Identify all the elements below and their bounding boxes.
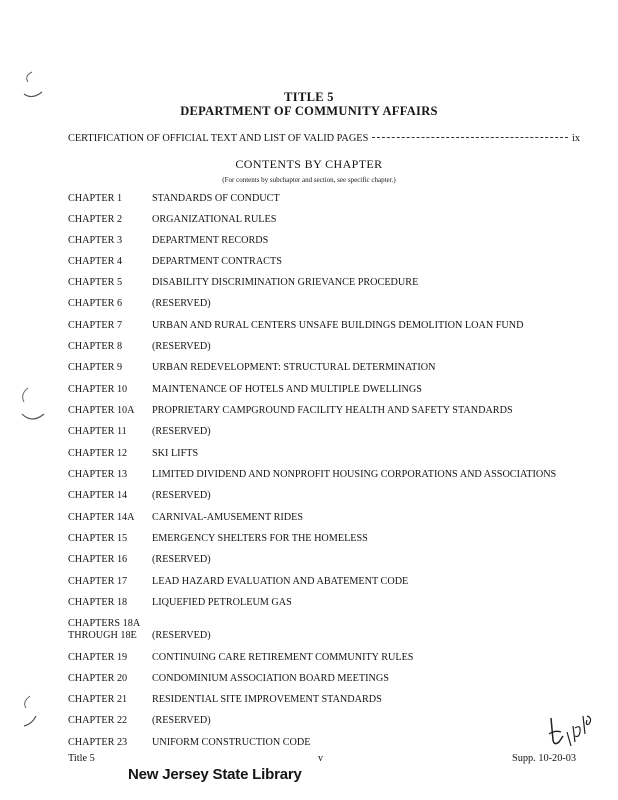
chapter-number: CHAPTER 16 [68,554,128,565]
chapter-name: (RESERVED) [152,715,211,726]
chapter-row [68,341,211,352]
chapter-name: CARNIVAL-AMUSEMENT RIDES [152,512,304,523]
chapter-row [68,320,523,331]
chapter-name: UNIFORM CONSTRUCTION CODE [152,737,311,748]
chapter-number: CHAPTER 20 [68,673,128,684]
chapter-number: CHAPTER 18 [68,597,128,608]
chapter-number: CHAPTER 22 [68,715,128,726]
chapter-row [68,737,310,748]
chapter-name: DISABILITY DISCRIMINATION GRIEVANCE PROCEDURE [152,277,419,288]
punch-hole-mark-bottom [16,692,50,732]
chapter-row [68,362,436,373]
chapter-name: DEPARTMENT CONTRACTS [152,256,282,267]
chapter-row [68,298,211,309]
chapter-name: ORGANIZATIONAL RULES [152,214,277,225]
chapter-name: CONTINUING CARE RETIREMENT COMMUNITY RULES [152,652,414,663]
chapter-number: CHAPTER 7 [68,320,123,331]
library-stamp: New Jersey State Library [128,766,302,783]
chapter-number: CHAPTER 17 [68,576,128,587]
footer-page-number: v [318,753,323,764]
chapter-row [68,576,408,587]
chapter-row [68,384,422,395]
chapter-number: CHAPTER 15 [68,533,128,544]
chapter-name: LIQUEFIED PETROLEUM GAS [152,597,292,608]
chapter-name: (RESERVED) [152,490,211,501]
chapter-number: CHAPTER 11 [68,426,127,437]
punch-hole-mark-middle [16,384,50,428]
chapter-row [68,673,389,684]
chapter-name: (RESERVED) [152,298,211,309]
chapter-number: CHAPTER 10 [68,384,128,395]
chapter-row [68,214,276,225]
chapter-row [68,277,418,288]
footer-supplement-date: Supp. 10-20-03 [512,753,577,764]
chapter-name: LEAD HAZARD EVALUATION AND ABATEMENT CODE [152,576,409,587]
chapter-row [68,235,268,246]
chapter-row [68,694,382,705]
chapter-row [68,597,292,608]
department-heading: DEPARTMENT OF COMMUNITY AFFAIRS [180,104,438,118]
chapter-number: CHAPTER 6 [68,298,123,309]
chapter-row [68,256,282,267]
chapter-name: (RESERVED) [152,630,211,641]
chapter-name: EMERGENCY SHELTERS FOR THE HOMELESS [152,533,368,544]
chapter-name: URBAN REDEVELOPMENT: STRUCTURAL DETERMINATION [152,362,436,373]
chapter-name: STANDARDS OF CONDUCT [152,193,280,204]
handwritten-signature [545,712,595,752]
chapter-number: CHAPTER 8 [68,341,123,352]
chapter-row [68,490,211,501]
chapter-number: CHAPTER 2 [68,214,123,225]
chapter-name: RESIDENTIAL SITE IMPROVEMENT STANDARDS [152,694,382,705]
chapter-number: CHAPTER 12 [68,448,128,459]
chapter-row [68,405,513,416]
chapter-name: PROPRIETARY CAMPGROUND FACILITY HEALTH AND SAFETY STANDARDS [152,405,513,416]
chapter-number: CHAPTER 13 [68,469,128,480]
chapter-row [68,652,413,663]
certification-line [68,133,580,144]
chapter-number: CHAPTERS 18A THROUGH 18E [68,618,140,641]
chapter-name: CONDOMINIUM ASSOCIATION BOARD MEETINGS [152,673,389,684]
chapter-number: CHAPTER 21 [68,694,128,705]
chapter-number: CHAPTER 23 [68,737,128,748]
chapter-row [68,715,211,726]
contents-heading: CONTENTS BY CHAPTER [235,157,383,171]
chapter-name: MAINTENANCE OF HOTELS AND MULTIPLE DWELLINGS [152,384,422,395]
document-title: TITLE 5 [284,90,334,104]
chapter-number: CHAPTER 5 [68,277,123,288]
certification-text: CERTIFICATION OF OFFICIAL TEXT AND LIST OF VALID PAGES [68,133,369,144]
chapter-row [68,618,211,642]
chapter-name: (RESERVED) [152,426,211,437]
chapter-row [68,554,211,565]
chapter-name: LIMITED DIVIDEND AND NONPROFIT HOUSING CORPORATIONS AND ASSOCIATIONS [152,469,557,480]
chapter-number: CHAPTER 10A [68,405,135,416]
certification-page: ix [571,133,580,144]
chapter-name: (RESERVED) [152,341,211,352]
chapter-name: SKI LIFTS [152,448,199,459]
contents-note: (For contents by subchapter and section, see specific chapter.) [222,176,396,184]
chapter-name: DEPARTMENT RECORDS [152,235,269,246]
chapter-row [68,193,280,204]
chapter-row [68,469,556,480]
chapter-name: (RESERVED) [152,554,211,565]
chapter-number: CHAPTER 14 [68,490,128,501]
chapter-number: CHAPTER 3 [68,235,123,246]
chapter-number: CHAPTER 1 [68,193,123,204]
chapter-number: CHAPTER 4 [68,256,123,267]
chapter-number: CHAPTER 14A [68,512,135,523]
chapter-row [68,533,368,544]
chapter-number: CHAPTER 19 [68,652,128,663]
chapter-name: URBAN AND RURAL CENTERS UNSAFE BUILDINGS DEMOLITION LOAN FUND [152,320,524,331]
dot-leader [372,137,568,138]
chapter-row [68,512,303,523]
chapter-row [68,426,211,437]
chapter-row [68,448,198,459]
footer-title: Title 5 [68,753,95,764]
chapter-number: CHAPTER 9 [68,362,123,373]
